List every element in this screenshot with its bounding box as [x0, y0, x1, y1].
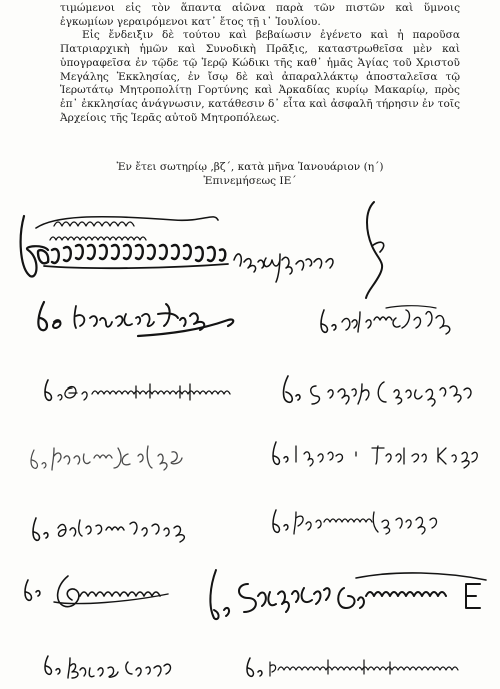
- signature-derkon: [26, 510, 206, 550]
- signature-chalcedon-handwriting: [316, 300, 466, 350]
- signature-proikonnisos: [240, 656, 470, 686]
- signature-heracleia-handwriting: [30, 296, 240, 346]
- signature-chalcedon: [316, 300, 466, 350]
- paragraph-1-line-1: τιμώμενοι εἰς τὸν ἅπαντα αἰῶνα παρὰ τῶν πιστῶν καὶ ὕμνοις: [60, 2, 460, 14]
- signature-amaseia-handwriting: [18, 572, 188, 620]
- signature-symi-handwriting: [276, 372, 496, 418]
- paragraph-1-line-2: ἐγκωμίων γεραιρόμενοι κατ᾿ ἔτος τῇ ι᾿ Ἰουλίου.: [60, 15, 321, 28]
- signature-imbros-handwriting: [266, 438, 486, 476]
- signature-thessaloniki-handwriting: [40, 376, 240, 410]
- signature-korea-handwriting: [40, 652, 180, 684]
- signature-proikonnisos-handwriting: [240, 656, 470, 686]
- signature-pergamon-handwriting: [266, 504, 456, 544]
- signature-korea: [40, 652, 180, 684]
- signature-selyvria: [196, 566, 496, 624]
- signature-thessaloniki: [40, 376, 240, 410]
- signature-symi: [276, 372, 496, 418]
- body-text: [60, 2, 460, 125]
- signature-selyvria-handwriting: [196, 566, 496, 624]
- signature-derkon-handwriting: [26, 510, 206, 550]
- signature-heracleia: [30, 296, 240, 346]
- date-line-2: Ἐπινεμήσεως ΙΕ΄: [203, 175, 297, 187]
- signature-imbros: [266, 438, 486, 476]
- date-line-1: Ἐν ἔτει σωτηρίῳ ‚βζ΄, κατὰ μῆνα Ἰανουάριον (η΄): [116, 161, 384, 173]
- signature-amaseia: [18, 572, 188, 620]
- signature-pergamon: [266, 504, 456, 544]
- signature-patriarch-handwriting: [14, 198, 394, 298]
- signature-patriarch: [14, 198, 394, 298]
- paragraph-2: Εἰς ἔνδειξιν δὲ τούτου καὶ βεβαίωσιν ἐγένετο καὶ ἡ παροῦσα Πατριαρχικὴ ἡμῶν καὶ Συνοδικὴ Πρᾶξις, καταστρωθεῖσα μὲν καὶ ὑπογραφεῖσα ἐν τῷδε τῷ Ἱερῷ Κώδικι τῆς καθ᾿ ἡμᾶς Ἁγίας τοῦ Χριστοῦ Μεγάλης Ἐκκλησίας, ἐν ἴσῳ δὲ καὶ ἀπαραλλάκτῳ ἀποσταλεῖσα τῷ Ἱερωτάτῳ Μητροπολίτῃ Γορτύνης καὶ Ἀρκαδίας κυρίῳ Μακαρίῳ, πρὸς ἐπ᾿ ἐκκλησίας ἀνάγνωσιν, κατάθεσιν δ᾿ εἶτα καὶ ἀσφαλῆ τήρησιν ἐν τοῖς Ἀρχείοις τῆς Ἱερᾶς αὐτοῦ Μητροπόλεως.: [60, 29, 460, 124]
- signature-nicaea-handwriting: [26, 438, 206, 478]
- signature-nicaea: [26, 438, 206, 478]
